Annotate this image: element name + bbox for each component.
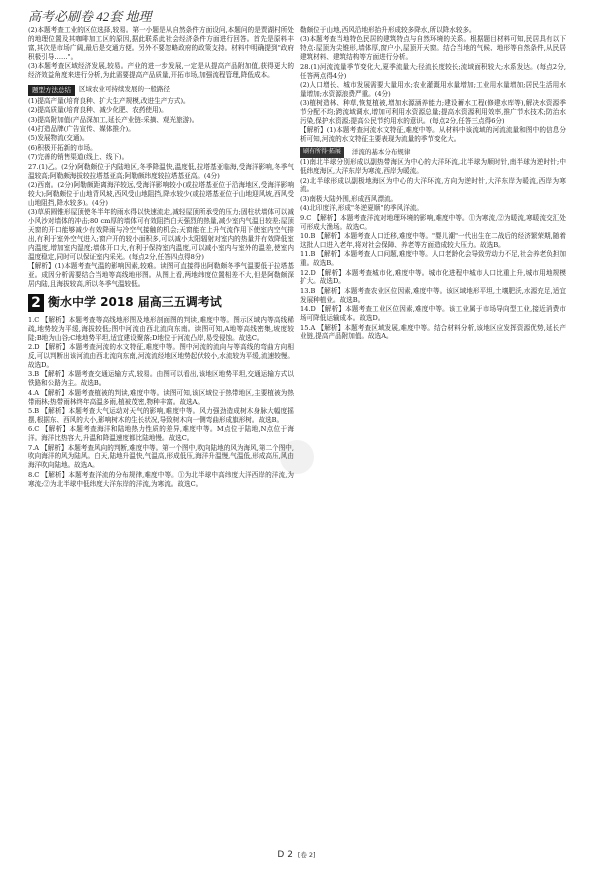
book-title: 高考必刷卷 42套 地理 [28, 9, 152, 24]
answer-paragraph: 7.A 【解析】本题考查风向的判断,难度中等。第一个图中,吹向陆地的风为海风,第二个图中,吹向海洋的风为陆风。白天,陆地升温快,气温高,形成低压,海洋升温慢,气温低,形成高压,风由海洋吹向陆地。故选A。 [28, 443, 294, 470]
answer-paragraph: 6.C 【解析】本题考查海洋和陆地热力性质的差异,难度中等。M点位于陆地,N点位于海洋。海洋比热容大,升温和降温速度都比陆地慢。故选C。 [28, 425, 294, 443]
answer-paragraph: (3)植树造林、种草,恢复植被,增加水源涵养能力;建设蓄水工程(修建水库等),解决水资源季节分配不均;跨流域调水,增加可利用水资源总量;提高水资源利用效率,推广节水技术;防治水污染,保护水资源;提高公民节约用水的意识。(每点2分,任答三点得6分) [300, 99, 566, 126]
exam-number: 2 [28, 294, 44, 312]
tip-box-heading [28, 83, 294, 97]
answer-paragraph: 12.D 【解析】本题考查城市化,难度中等。城市化进程中城市人口比重上升,城市用地规模扩大。故选D。 [300, 268, 566, 286]
answer-paragraph: (3)本题考查当地特色民居的建筑特点与自然环境的关系。根据题目材料可知,民居具有以下特点:屋顶为尖锥形,墙体厚,窗户小,屋顶开天窗。结合当地的气候、地形等自然条件,从民居建筑材料、建筑结构等方面进行分析。 [300, 35, 566, 62]
answer-paragraph: 9.C 【解析】本题考查洋流对地理环境的影响,难度中等。①为寒流,②为暖流,寒暖流交汇处可形成大渔场。故选C。 [300, 213, 566, 231]
left-column [28, 26, 294, 489]
answer-paragraph: 10.B 【解析】本题考查人口迁移,难度中等。"婴儿潮"一代出生在二战后的经济繁荣期,随着这批人口进入老年,将对社会保障、养老等方面造成较大压力。故选B。 [300, 231, 566, 249]
answer-paragraph: 1.C 【解析】本题考查等高线地形图及地形剖面图的判读,难度中等。图示区域内等高线稀疏,地势较为平缓,海拔较低;图中河流由西北流向东南。读图可知,A地等高线密集,坡度较陡;B地为山谷;C地地势平坦,适宜建设聚落;D地位于河流凸岸,易受侵蚀。故选C。 [28, 315, 294, 342]
tip-item: (7)完善的销售渠道(线上、线下)。 [28, 153, 129, 162]
exam-title: 衡水中学 2018 届高三五调考试 [48, 295, 222, 310]
tip-item: (2)提高质量(培育良种、减少化肥、农药使用)。 [28, 106, 168, 115]
tip-box-label: 题型方法总结 [28, 85, 75, 96]
answer-paragraph: (2)西南。(2分)阿勒颇距离海洋较远,受海洋影响较小(或拉塔基亚位于沿海地区,受海洋影响较大);阿勒颇位于山地背风坡,西风受山地阻挡,降水较少(或拉塔基亚位于山地迎风坡,西风受山地阻挡,降水较多)。(4分) [28, 181, 294, 207]
answer-paragraph: (1)南北半球分别形成以副热带海区为中心的大洋环流,北半球为顺时针,南半球为逆时针;中低纬度海区,大洋东岸为寒流,西岸为暖流。 [300, 158, 566, 176]
answer-paragraph: 14.D 【解析】本题考查工业区位因素,难度中等。该工业属于市场导向型工业,接近消费市场可降低运输成本。故选D。 [300, 305, 566, 323]
page-header [28, 6, 568, 24]
answer-paragraph: (2)人口增长、城市发展需要大量用水;农业灌溉用水量增加;工业用水量增加;居民生活用水量增加;水资源浪费严重。(4分) [300, 80, 566, 98]
reference-heading [300, 147, 566, 158]
answer-paragraph: 11.B 【解析】本题考查人口问题,难度中等。人口老龄化会导致劳动力不足,社会养老负担加重。故选B。 [300, 250, 566, 268]
answer-paragraph: 15.A 【解析】本题考查区域发展,难度中等。结合材料分析,该地区应发挥资源优势,延长产业链,提高产品附加值。故选A。 [300, 323, 566, 341]
answer-paragraph: (4)北印度洋,形成"冬逆夏顺"的季风洋流。 [300, 204, 424, 213]
tip-item: (4)打造品牌(广告宣传、媒体推介)。 [28, 125, 135, 134]
tip-item: (1)提高产量(培育良种、扩大生产规模,改进生产方式)。 [28, 96, 190, 105]
answer-paragraph: 2.D 【解析】本题考查河流的水文特征,难度中等。图中河流的流向与等高线的弯曲方向相反,可以判断出该河流由西北流向东南,河流流经地区地势起伏较小,水流较为平缓,流速较慢。故选D。 [28, 343, 294, 369]
answer-paragraph: 8.C 【解析】本题考查洋流的分布规律,难度中等。①为北半球中高纬度大洋西岸的洋流,为寒流;②为北半球中低纬度大洋东岸的洋流,为寒流。故选C。 [28, 470, 294, 488]
answer-paragraph: (3)南极大陆外围,形成西风漂流。 [300, 194, 398, 203]
tip-item: (5)发展物流(交通)。 [28, 134, 89, 143]
answer-paragraph: 13.B 【解析】本题考查农业区位因素,难度中等。该区域地形平坦,土壤肥沃,水源充足,适宜发展种植业。故选B。 [300, 286, 566, 304]
right-column [300, 26, 566, 342]
page-volume: [卷 2] [297, 851, 316, 859]
tip-item: (3)提高附加值(产品深加工,延长产业链:采摘、观光旅游)。 [28, 115, 199, 124]
exam-banner [28, 294, 294, 312]
answer-paragraph: 【解析】(1)本题考查河流水文特征,难度中等。从材料中该流域的河流流量和图中的信息分析可知,河流的水文特征主要表现为流量的季节变化大。 [300, 126, 566, 144]
answer-paragraph: (3)本题考查区域经济发展,较易。产业的进一步发展,一定是从提高产品附加值,获得更大的经济效益角度来进行分析,为此需要提高产品质量,开拓市场,加强流程管理,降低成本。 [28, 62, 294, 80]
page-footer [0, 850, 593, 860]
answer-paragraph: (3)草质圆锥形屋顶使冬半年的雨水得以快速流走,减轻屋顶所承受的压力;固柱状墙体可以减小风沙对墙体的冲击;80 cm厚的墙体可有效阻挡白天强烈的热量,减少室内气温日较差;屋顶天窗的开口能够减少有效降雨与冷空气接触的机会;天窗能在上升气流作用下使室内空气排出,有利于室外空气进入;窗户开的较小面积多,可以减小太阳辐射对室内的热量并有效降低室内温度,增加室内湿度;墙体开口大,有利于保持室内温度,可以减小室内与室外的温差,使室内温度稳定,同时可以保证室内采光。(每点2分,任答四点得8分) [28, 208, 294, 261]
reference-title: 洋流的基本分布规律 [351, 148, 411, 157]
answer-paragraph: (2)本题考查工业的区位选择,较易。第一小题是从自然条件方面设问,本题问的是贾湖村所处的地理位置及其咖啡加工区的原因,据此联系此社会经济条件方面进行回答。首先是原料丰富,其次是市场广阔,最后是交通方便。另外不要忽略政府的政策支持。材料中明确提到"政府积极引导……"。 [28, 26, 294, 61]
answer-paragraph: 27.(1)乙。(2分)阿勒颇位于内陆地区,冬季降温快,温度低,拉塔基亚临海,受海洋影响,冬季气温较高;阿勒颇海拔较拉塔基亚高;阿勒颇纬度较拉塔基亚高。(4分) [28, 162, 294, 180]
reference-tag: 刷有所得·拓展 [300, 147, 344, 158]
answer-paragraph: 3.B 【解析】本题考查交通运输方式,较易。由图可以看出,该地区地势平坦,交通运输方式以铁路和公路为主。故选B。 [28, 370, 294, 388]
answer-paragraph: 【解析】(1)本题考查气温的影响因素,较难。读图可直接得出阿勒颇冬季气温要低于拉塔基亚。成因分析需要结合当地等高线地形图。从图上看,两地纬度位置相差不大,但是阿勒颇深居内陆,且海拔较高,所以冬季气温较低。 [28, 262, 294, 288]
answer-paragraph: (2)北半球形成以副极地海区为中心的大洋环流,方向为逆时针,大洋东岸为暖流,西岸为寒流。 [300, 176, 566, 194]
answer-paragraph: 4.A 【解析】本题考查植被的判读,难度中等。读图可知,该区域位于热带地区,主要植被为热带雨林;热带雨林终年高温多雨,植被茂密,物种丰富。故选A。 [28, 388, 294, 406]
tip-item: (6)积极开拓新的市场。 [28, 143, 97, 152]
answer-paragraph: 勒颇位于山地,西风沿地形抬升形成较多降水,所以降水较多。 [300, 26, 476, 34]
tip-box-subtitle: 区域农业可持续发展的一般路径 [79, 85, 170, 94]
answer-paragraph: 28.(1)河流流量季节变化大,夏季流量大;径流长度较长;流域面积较大;水系发达。(每点2分,任答两点得4分) [300, 62, 566, 80]
page-number: D 2 [277, 850, 293, 860]
answer-paragraph: 5.B 【解析】本题考查大气运动对天气的影响,难度中等。风力强劲造成树木身脉大幅度摇摆,根据东、西风的大小,影响树木的生长状况,导致树木向一侧弯曲形成旗形树。故选B。 [28, 406, 294, 424]
